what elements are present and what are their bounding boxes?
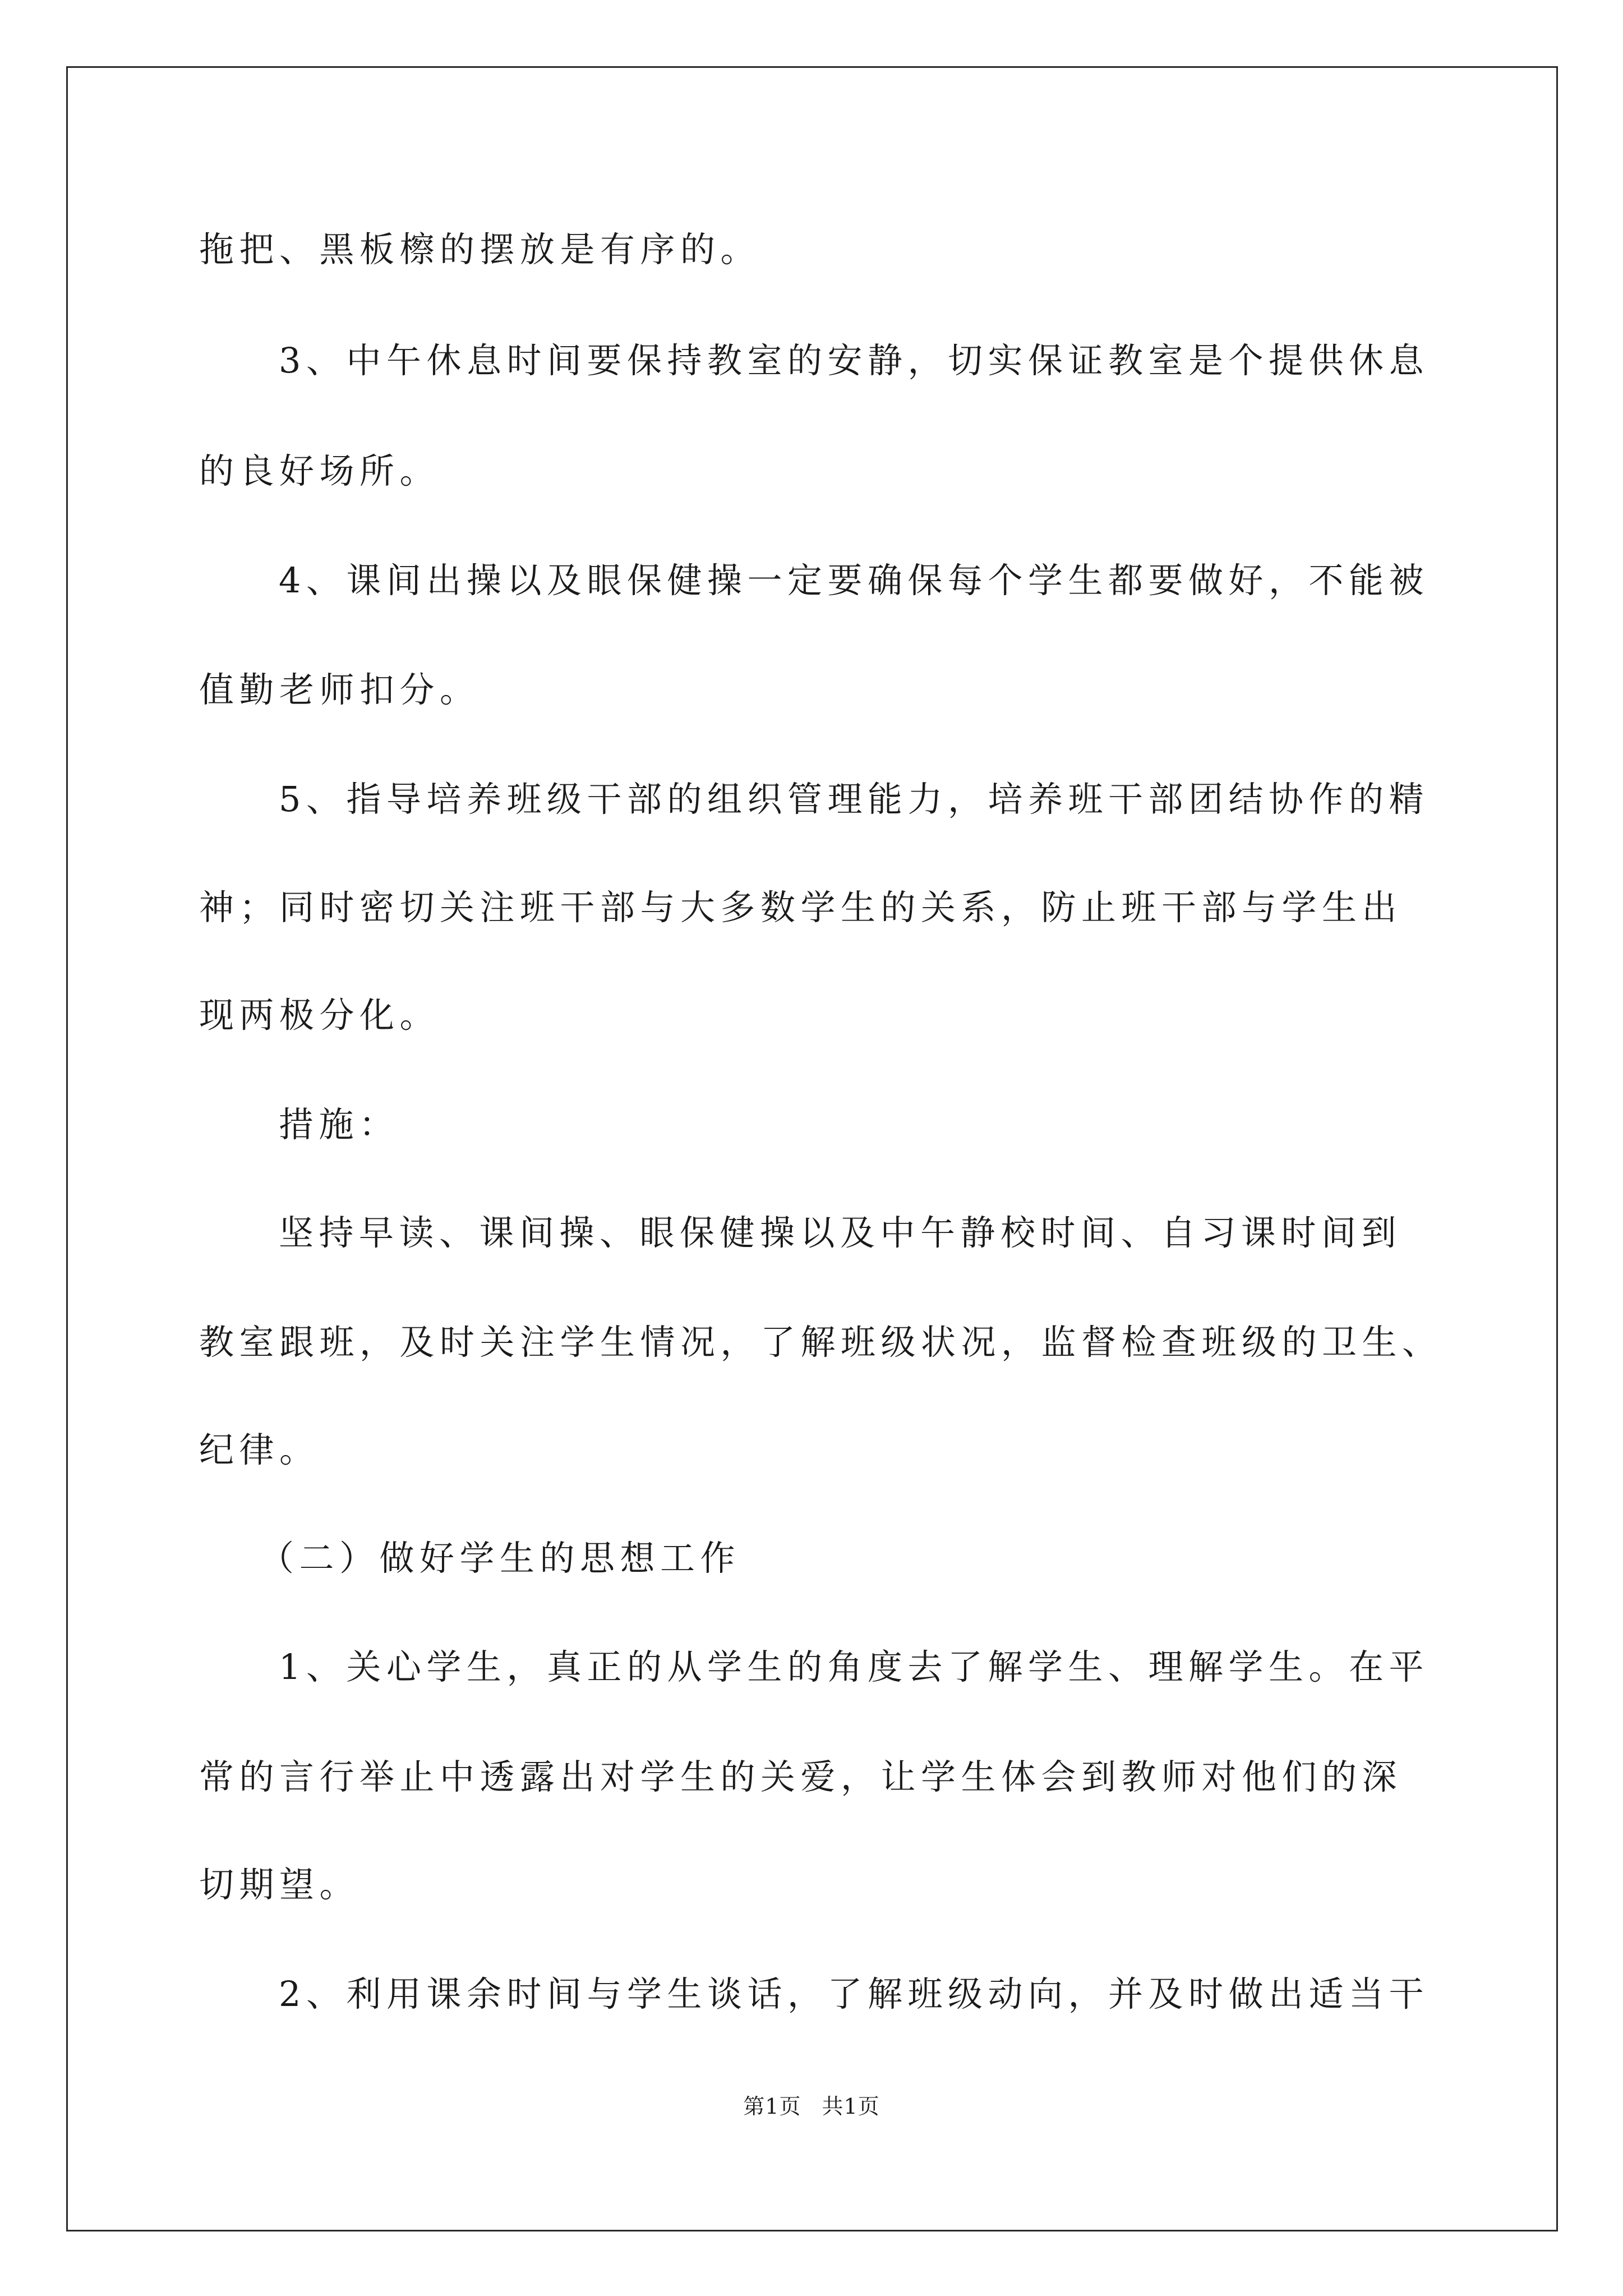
- page-number-total: 共1页: [822, 2094, 880, 2119]
- text-line: 神；同时密切关注班干部与大多数学生的关系，防止班干部与学生出: [199, 887, 1403, 928]
- text-line: 5、指导培养班级干部的组织管理能力，培养班干部团结协作的精: [279, 779, 1429, 820]
- text-line: 纪律。: [199, 1429, 320, 1470]
- text-line: 的良好场所。: [199, 450, 440, 491]
- text-line: 拖把、黑板檫的摆放是有序的。: [199, 229, 761, 270]
- text-line: 2、利用课余时间与学生谈话，了解班级动向，并及时做出适当干: [279, 1973, 1429, 2014]
- page-number-current: 第1页: [743, 2094, 801, 2119]
- text-line: 1、关心学生，真正的从学生的角度去了解学生、理解学生。在平: [279, 1646, 1429, 1687]
- text-line: 常的言行举止中透露出对学生的关爱，让学生体会到教师对他们的深: [199, 1756, 1403, 1797]
- text-line: 3、中午休息时间要保持教室的安静，切实保证教室是个提供休息: [279, 340, 1429, 381]
- text-line: 措施：: [279, 1104, 399, 1145]
- text-line: 教室跟班，及时关注学生情况，了解班级状况，监督检查班级的卫生、: [199, 1322, 1442, 1363]
- text-line: 切期望。: [199, 1864, 360, 1905]
- section-heading: （二）做好学生的思想工作: [259, 1538, 741, 1579]
- page-footer: [0, 2092, 1623, 2120]
- text-line: 坚持早读、课间操、眼保健操以及中午静校时间、自习课时间到: [279, 1212, 1402, 1253]
- text-line: 值勤老师扣分。: [199, 669, 480, 710]
- text-line: 4、课间出操以及眼保健操一定要确保每个学生都要做好，不能被: [279, 560, 1429, 601]
- text-line: 现两极分化。: [199, 995, 440, 1036]
